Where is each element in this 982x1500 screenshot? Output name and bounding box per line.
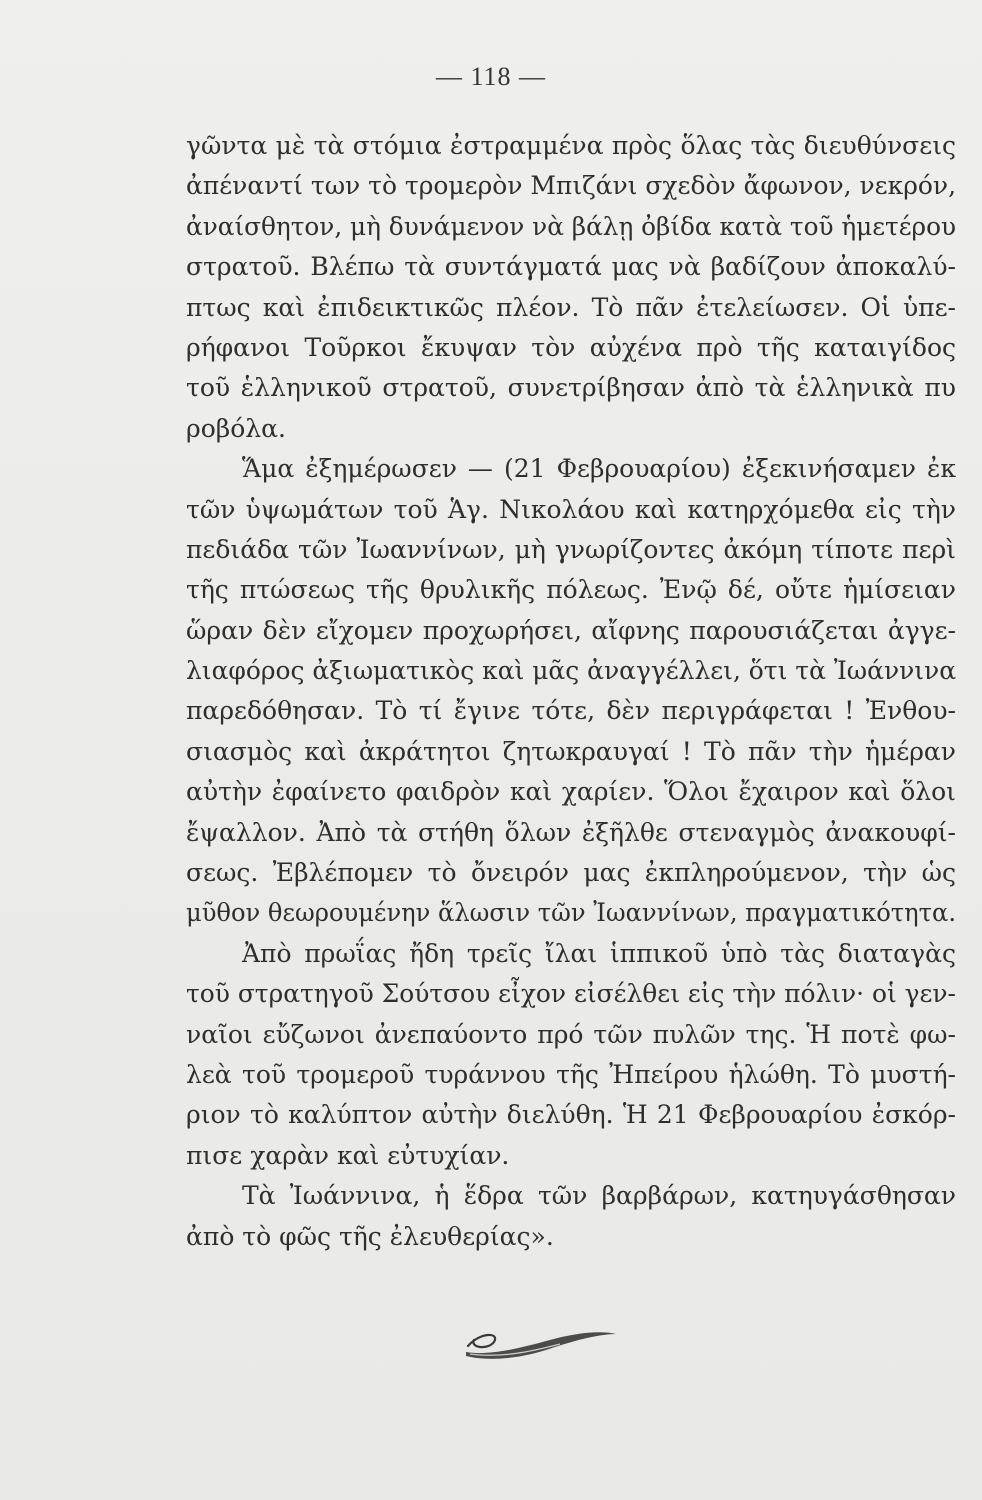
body-text <box>186 126 956 1257</box>
text-line: μῦθον θεωρουμένην ἅλωσιν τῶν Ἰωαννίνων, πραγματικότητα. <box>186 898 957 928</box>
text-line: ἀναίσθητον, μὴ δυνάμενον νὰ βάλῃ ὀβίδα κατὰ τοῦ ἡμετέρου <box>186 211 957 241</box>
text-line: λεὰ τοῦ τρομεροῦ τυράννου τῆς Ἠπείρου ἡλώθη. Τὸ μυστή- <box>186 1059 956 1089</box>
text-line: Ἅμα ἐξημέρωσεν — (21 Φεβρουαρίου) ἐξεκινήσαμεν ἐκ <box>242 454 956 484</box>
text-line: Ἀπὸ πρωΐας ἤδη τρεῖς ἴλαι ἱππικοῦ ὑπὸ τὰς διαταγὰς <box>242 938 956 968</box>
text-line: πεδιάδα τῶν Ἰωαννίνων, μὴ γνωρίζοντες ἀκόμη τίποτε περὶ <box>186 534 956 564</box>
text-line: ἔψαλλον. Ἀπὸ τὰ στήθη ὅλων ἐξῆλθε στεναγμὸς ἀνακουφί- <box>186 817 956 847</box>
text-line: ριον τὸ καλύπτον αὐτὴν διελύθη. Ἡ 21 Φεβρουαρίου ἐσκόρ- <box>186 1100 956 1130</box>
text-line: πισε χαρὰν καὶ εὐτυχίαν. <box>186 1140 510 1170</box>
text-line: ροβόλα. <box>186 413 286 443</box>
text-line: ἀπέναντί των τὸ τρομερὸν Μπιζάνι σχεδὸν ἄφωνον, νεκρόν, <box>186 171 957 201</box>
text-line: σιασμὸς καὶ ἀκράτητοι ζητωκραυγαί ! Τὸ πᾶν τὴν ἡμέραν <box>186 736 956 766</box>
page-number: — 118 — <box>435 62 547 91</box>
text-line: αὐτὴν ἐφαίνετο φαιδρὸν καὶ χαρίεν. Ὅλοι ἔχαιρον καὶ ὅλοι <box>186 777 956 807</box>
text-line: σεως. Ἐβλέπομεν τὸ ὄνειρόν μας ἐκπληρούμενον, τὴν ὡς <box>186 858 956 888</box>
text-line: γῶντα μὲ τὰ στόμια ἐστραμμένα πρὸς ὅλας τὰς διευθύνσεις <box>186 131 956 160</box>
text-line: ρήφανοι Τοῦρκοι ἔκυψαν τὸν αὐχένα πρὸ τῆς καταιγίδος <box>186 332 956 362</box>
text-line: τοῦ ἑλληνικοῦ στρατοῦ, συνετρίβησαν ἀπὸ τὰ ἑλληνικὰ πυ <box>186 373 956 403</box>
text-line: ναῖοι εὔζωνοι ἀνεπαύοντο πρό τῶν πυλῶν της. Ἡ ποτὲ φω- <box>186 1019 956 1049</box>
text-line: στρατοῦ. Βλέπω τὰ συντάγματά μας νὰ βαδίζουν ἀποκαλύ- <box>186 252 956 282</box>
text-line: πτως καὶ ἐπιδεικτικῶς πλέον. Τὸ πᾶν ἐτελείωσεν. Οἱ ὑπε- <box>186 292 956 322</box>
text-line: λιαφόρος ἀξιωματικὸς καὶ μᾶς ἀναγγέλλει, ὅτι τὰ Ἰωάννινα <box>186 656 957 686</box>
tailpiece-flourish-icon <box>460 1318 620 1368</box>
text-line: Τὰ Ἰωάννινα, ἡ ἕδρα τῶν βαρβάρων, κατηυγάσθησαν <box>242 1181 956 1211</box>
text-line: τῶν ὑψωμάτων τοῦ Ἁγ. Νικολάου καὶ κατηρχόμεθα εἰς τὴν <box>186 494 956 524</box>
text-line: ἀπὸ τὸ φῶς τῆς ἐλευθερίας». <box>186 1221 554 1251</box>
text-line: τοῦ στρατηγοῦ Σούτσου εἶχον εἰσέλθει εἰς τὴν πόλιν· οἱ γεν- <box>186 979 956 1009</box>
text-line: τῆς πτώσεως τῆς θρυλικῆς πόλεως. Ἐνῷ δέ, οὔτε ἡμίσειαν <box>186 575 956 605</box>
text-line: παρεδόθησαν. Τὸ τί ἔγινε τότε, δὲν περιγράφεται ! Ἐνθου- <box>186 696 956 726</box>
text-line: ὥραν δὲν εἴχομεν προχωρήσει, αἴφνης παρουσιάζεται ἀγγε- <box>186 615 956 645</box>
